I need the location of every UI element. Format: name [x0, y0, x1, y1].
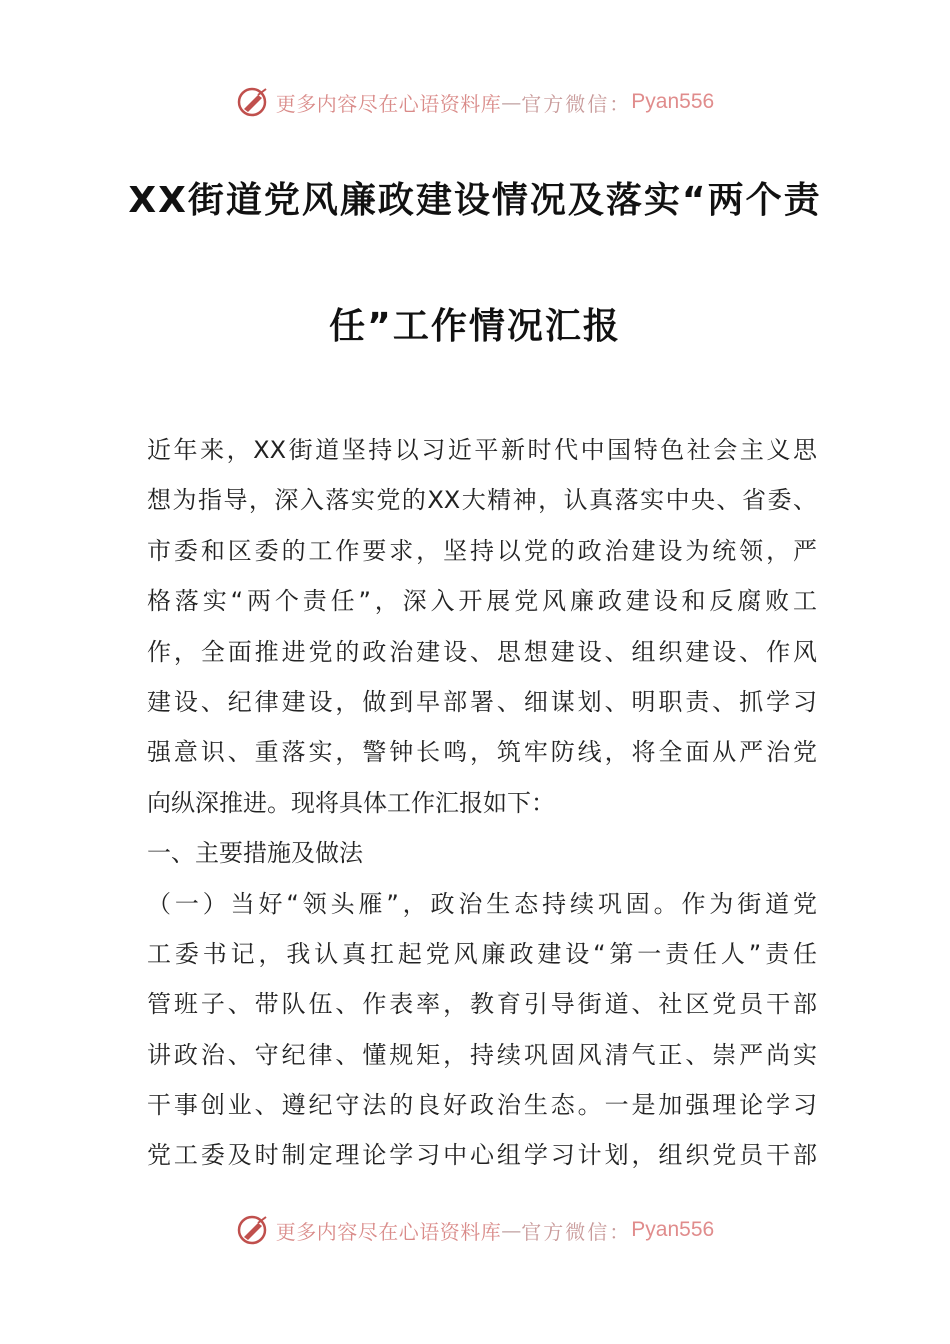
- paragraph-intro: [147, 425, 817, 828]
- pen-circle-icon: [236, 1213, 270, 1247]
- watermark-header: [0, 80, 950, 124]
- text-line: 建设、纪律建设，做到早部署、细谋划、明职责、抓学习: [147, 687, 817, 716]
- heading-line: 一、主要措施及做法: [147, 839, 363, 868]
- pen-circle-icon: [236, 85, 270, 119]
- watermark-footer: [0, 1208, 950, 1252]
- text-line: 工委书记，我认真扛起党风廉政建设“第一责任人”责任: [147, 939, 817, 968]
- watermark-text: 更多内容尽在心语资料库: [275, 91, 502, 116]
- watermark-label: 官方微信：: [521, 1219, 632, 1244]
- document-body: [147, 425, 817, 1181]
- document-title-line-2: 任”工作情况汇报: [329, 306, 621, 347]
- text-line: （一）当好“领头雁”，政治生态持续巩固。作为街道党: [147, 889, 817, 918]
- text-line: 党工委及时制定理论学习中心组学习计划，组织党员干部: [147, 1141, 817, 1170]
- watermark-separator: —: [501, 90, 522, 114]
- watermark-separator: —: [501, 1218, 522, 1242]
- text-line: 干事创业、遵纪守法的良好政治生态。一是加强理论学习: [147, 1091, 817, 1120]
- text-line: 向纵深推进。现将具体工作汇报如下：: [147, 788, 555, 817]
- section-heading: [147, 828, 817, 878]
- paragraph-section-1: [147, 879, 817, 1181]
- text-line: 讲政治、守纪律、懂规矩，持续巩固风清气正、崇严尚实: [147, 1040, 817, 1069]
- watermark-id: Pyan556: [631, 1218, 715, 1241]
- text-line: 近年来，XX街道坚持以习近平新时代中国特色社会主义思: [147, 436, 817, 464]
- text-line: 作，全面推进党的政治建设、思想建设、组织建设、作风: [147, 637, 817, 666]
- watermark-text: 更多内容尽在心语资料库: [275, 1219, 502, 1244]
- text-line: 强意识、重落实，警钟长鸣，筑牢防线，将全面从严治党: [147, 738, 817, 767]
- text-line: 格落实“两个责任”，深入开展党风廉政建设和反腐败工: [147, 587, 817, 616]
- watermark-id: Pyan556: [631, 90, 715, 113]
- text-line: 想为指导，深入落实党的XX大精神，认真落实中央、省委、: [147, 486, 817, 515]
- document-title-line-1: XX街道党风廉政建设情况及落实“两个责: [128, 180, 822, 221]
- watermark-label: 官方微信：: [521, 91, 632, 116]
- text-line: 市委和区委的工作要求，坚持以党的政治建设为统领，严: [147, 536, 817, 565]
- text-line: 管班子、带队伍、作表率，教育引导街道、社区党员干部: [147, 990, 817, 1019]
